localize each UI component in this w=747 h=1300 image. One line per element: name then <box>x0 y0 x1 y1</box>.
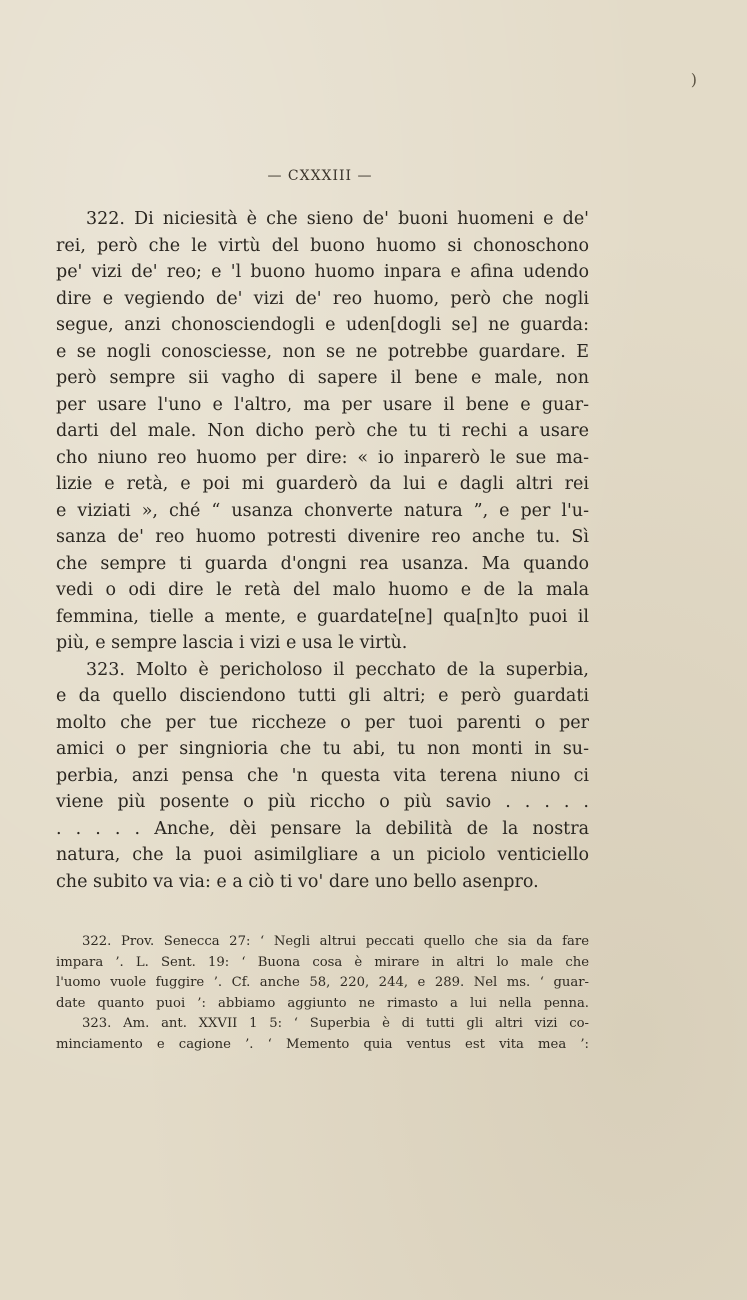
footnote-line: 323. Am. ant. XXVII 1 5: ‘ Superbia è di tutti gli altri vizi co- <box>82 1016 589 1031</box>
footnote-line: date quanto puoi ’: abbiamo aggiunto ne rimasto a lui nella penna. <box>56 995 589 1011</box>
text-line: femmina, tielle a mente, e guardate[ne] qua[n]to puoi il <box>56 606 589 627</box>
text-line: 323. Molto è pericholoso il pecchato de la superbia, <box>86 659 589 680</box>
text-line: per usare l'uno e l'altro, ma per usare il bene e guar- <box>56 394 589 415</box>
text-line: rei, però che le virtù del buono huomo si chonoschono <box>56 235 589 256</box>
text-line: però sempre sii vagho di sapere il bene e male, non <box>56 368 589 388</box>
text-line: . . . . . Anche, dèi pensare la debilità de la nostra <box>56 818 589 839</box>
text-line: darti del male. Non dicho però che tu ti rechi a usare <box>56 421 589 441</box>
text-line: molto che per tue riccheze o per tuoi parenti o per <box>56 712 589 733</box>
text-line: sanza de' reo huomo potresti divenire reo anche tu. Sì <box>56 527 589 547</box>
text-line: che subito va via: e a ciò ti vo' dare uno bello asenpro. <box>56 871 539 892</box>
main-text <box>56 206 589 895</box>
text-line: più, e sempre lascia i vizi e usa le virtù. <box>56 633 408 653</box>
footnote-line: 322. Prov. Senecca 27: ‘ Negli altrui peccati quello che sia da fare <box>82 934 589 949</box>
text-line: e da quello disciendono tutti gli altri; e però guardati <box>56 686 589 706</box>
text-line: e se nogli conosciesse, non se ne potrebbe guardare. E <box>56 341 589 362</box>
text-line: dire e vegiendo de' vizi de' reo huomo, però che nogli <box>56 288 589 309</box>
page-header: — CXXXIII — <box>267 168 373 184</box>
text-line: perbia, anzi pensa che 'n questa vita terena niuno ci <box>56 765 589 786</box>
text-line: pe' vizi de' reo; e 'l buono huomo inpara e afina udendo <box>56 262 589 282</box>
footnote-line: l'uomo vuole fuggire ’. Cf. anche 58, 220, 244, e 289. Nel ms. ‘ guar- <box>56 975 589 990</box>
text-line: viene più posente o più riccho o più savio . . . . . <box>56 792 589 812</box>
text-line: natura, che la puoi asimilgliare a un piciolo venticiello <box>56 845 589 865</box>
text-line: lizie e retà, e poi mi guarderò da lui e dagli altri rei <box>56 474 589 494</box>
text-line: segue, anzi chonosciendogli e uden[dogli se] ne guarda: <box>56 315 589 335</box>
text-line: 322. Di niciesità è che sieno de' buoni huomeni e de' <box>86 209 589 229</box>
footnote-line: minciamento e cagione ’. ‘ Memento quia ventus est vita mea ’: <box>56 1036 589 1052</box>
text-line: amici o per singnioria che tu abi, tu non monti in su- <box>56 739 589 759</box>
text-line: vedi o odi dire le retà del malo huomo e de la mala <box>56 580 589 600</box>
footnotes <box>56 932 589 1055</box>
text-line: che sempre ti guarda d'ongni rea usanza. Ma quando <box>56 553 589 574</box>
text-line: e viziati », ché “ usanza chonverte natura ”, e per l'u- <box>56 500 589 521</box>
footnote-line: impara ’. L. Sent. 19: ‘ Buona cosa è mirare in altri lo male che <box>56 954 589 970</box>
margin-mark: ) <box>690 70 697 89</box>
text-line: cho niuno reo huomo per dire: « io inparerò le sue ma- <box>56 447 589 468</box>
